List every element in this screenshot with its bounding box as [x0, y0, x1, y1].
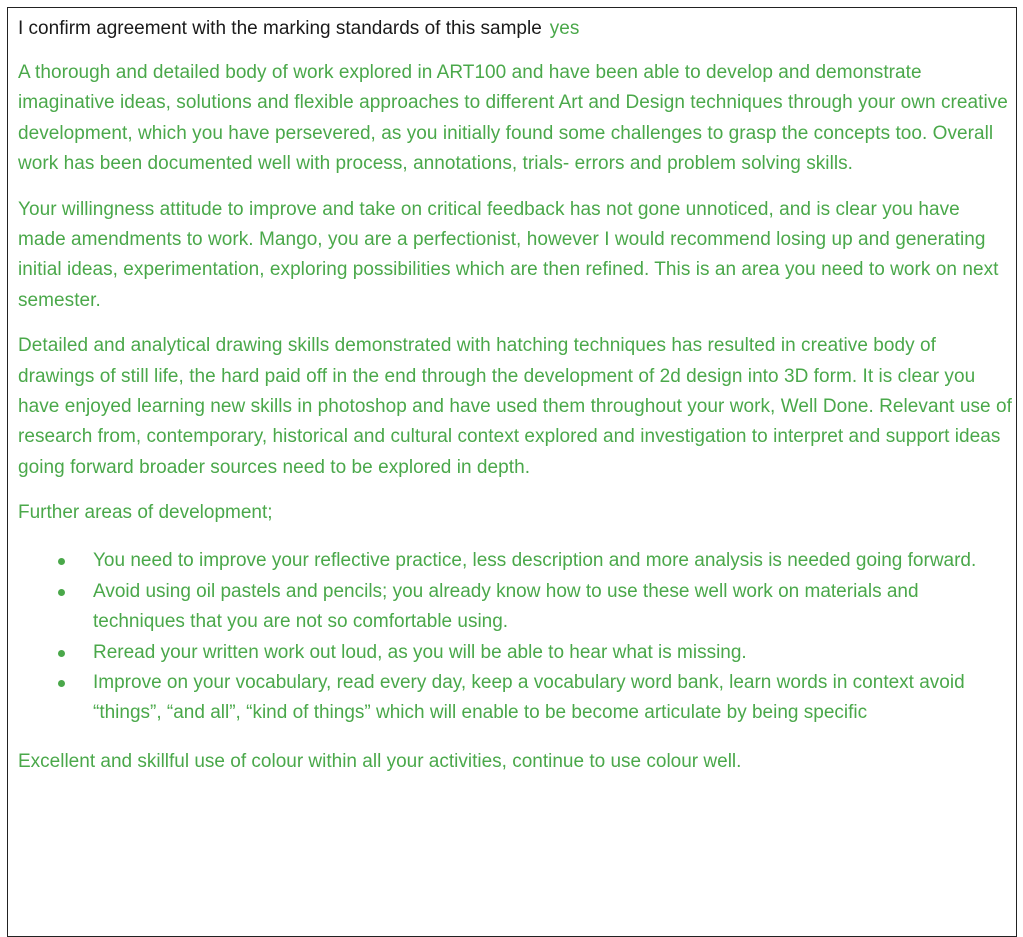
development-list — [18, 546, 1012, 728]
closing-remark: Excellent and skillful use of colour within all your activities, continue to use colour well. — [18, 750, 742, 772]
list-item — [18, 546, 1012, 576]
feedback-paragraph-attitude: Your willingness attitude to improve and take on critical feedback has not gone unnoticed, and is clear you have made amendments to work. Mango, you are a perfectionist, however I would recommend losing up and generating initial ideas, experimentation, exploring possibilities which are then refined. This is an area you need to work on next semester. — [18, 198, 999, 311]
feedback-paragraph-drawing-skills: Detailed and analytical drawing skills demonstrated with hatching techniques has resulted in creative body of drawings of still life, the hard paid off in the end through the development of 2d design into 3D form. It is clear you have enjoyed learning new skills in photoshop and have used them throughout your work, Well Done. Relevant use of research from, contemporary, historical and cultural context explored and investigation to interpret and support ideas going forward broader sources need to be explored in depth. — [18, 335, 1012, 478]
development-heading: Further areas of development; — [18, 502, 273, 524]
bullet-icon — [58, 558, 65, 565]
list-item — [18, 668, 1012, 729]
list-item — [18, 577, 1012, 638]
bullet-icon — [58, 589, 65, 596]
list-item-text: Reread your written work out loud, as you will be able to hear what is missing. — [93, 641, 747, 663]
list-item — [18, 638, 1012, 668]
feedback-content — [18, 16, 1012, 777]
bullet-icon — [58, 650, 65, 657]
feedback-paragraph-overview: A thorough and detailed body of work explored in ART100 and have been able to develop and demonstrate imaginative ideas, solutions and flexible approaches to different Art and Design techniques through your own creative development, which you have persevered, as you initially found some challenges to grasp the concepts too. Overall work has been documented well with process, annotations, trials- errors and problem solving skills. — [18, 62, 1008, 175]
confirmation-answer: yes — [549, 18, 580, 39]
confirmation-statement: I confirm agreement with the marking standards of this sample — [18, 18, 542, 39]
bullet-icon — [58, 680, 65, 687]
confirmation-line — [18, 16, 1012, 42]
list-item-text: Improve on your vocabulary, read every day, keep a vocabulary word bank, learn words in context avoid “things”, “and all”, “kind of things” which will enable to be become articulate by being specific — [93, 671, 965, 724]
list-item-text: Avoid using oil pastels and pencils; you already know how to use these well work on materials and techniques that you are not so comfortable using. — [93, 580, 919, 633]
list-item-text: You need to improve your reflective practice, less description and more analysis is needed going forward. — [93, 550, 977, 572]
